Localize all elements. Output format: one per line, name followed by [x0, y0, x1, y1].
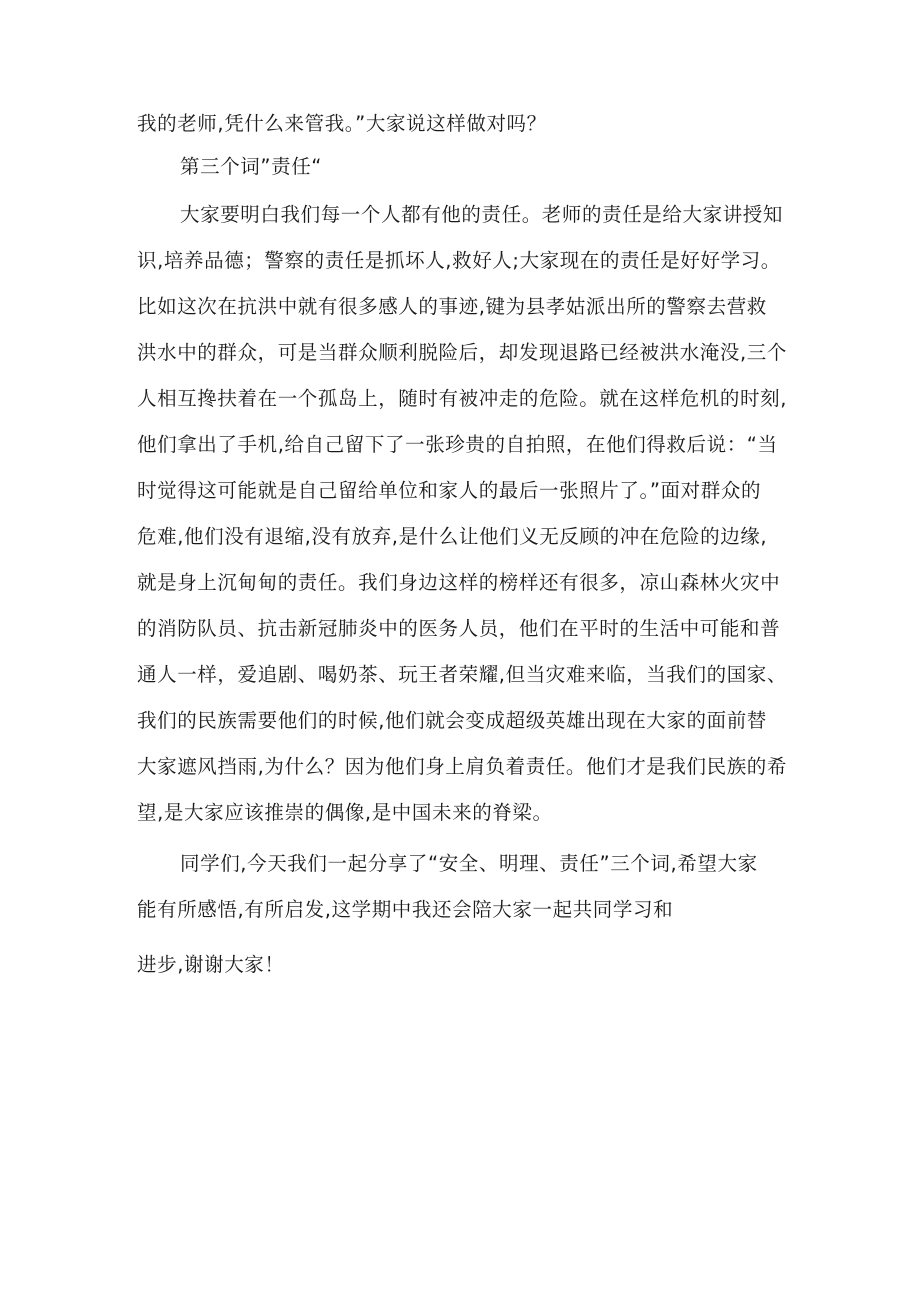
- text-line: 大家遮风挡雨,为什么？因为他们身上肩负着责任。他们才是我们民族的希: [137, 755, 787, 778]
- text-line: 危难,他们没有退缩,没有放弃,是什么让他们义无反顾的冲在危险的边缘,: [137, 525, 768, 548]
- text-line: 识,培养品德；警察的责任是抓坏人,救好人;大家现在的责任是好好学习。: [137, 249, 781, 272]
- text-line: 就是身上沉甸甸的责任。我们身边这样的榜样还有很多，凉山森林火灾中: [137, 571, 781, 594]
- section-heading: 第三个词”责任“: [180, 155, 323, 178]
- text-line: 比如这次在抗洪中就有很多感人的事迹,键为县孝姑派出所的警察去营救: [137, 295, 767, 318]
- text-line: 望,是大家应该推崇的偶像,是中国未来的脊梁。: [137, 801, 553, 824]
- text-line: 通人一样，爱追剧、喝奶茶、玩王者荣耀,但当灾难来临，当我们的国家、: [137, 663, 787, 686]
- text-line: 时觉得这可能就是自己留给单位和家人的最后一张照片了。”面对群众的: [137, 479, 762, 502]
- text-line: 洪水中的群众，可是当群众顺利脱险后，却发现退路已经被洪水淹没,三个: [137, 341, 787, 364]
- text-line: 同学们,今天我们一起分享了“安全、明理、责任”三个词,希望大家: [180, 852, 758, 875]
- text-line: 大家要明白我们每一个人都有他的责任。老师的责任是给大家讲授知: [180, 203, 784, 226]
- text-line: 能有所感悟,有所启发,这学期中我还会陪大家一起共同学习和: [137, 898, 674, 921]
- text-line: 他们拿出了手机,给自己留下了一张珍贵的自拍照，在他们得救后说：“当: [137, 433, 778, 456]
- text-line: 我的老师,凭什么来管我。”大家说这样做对吗？: [137, 112, 547, 135]
- text-line: 进步,谢谢大家！: [137, 953, 285, 976]
- text-line: 的消防队员、抗击新冠肺炎中的医务人员，他们在平时的生活中可能和普: [137, 617, 781, 640]
- text-line: 人相互搀扶着在一个孤岛上，随时有被冲走的危险。就在这样危机的时刻,: [137, 387, 787, 410]
- text-line: 我们的民族需要他们的时候,他们就会变成超级英雄出现在大家的面前替: [137, 709, 767, 732]
